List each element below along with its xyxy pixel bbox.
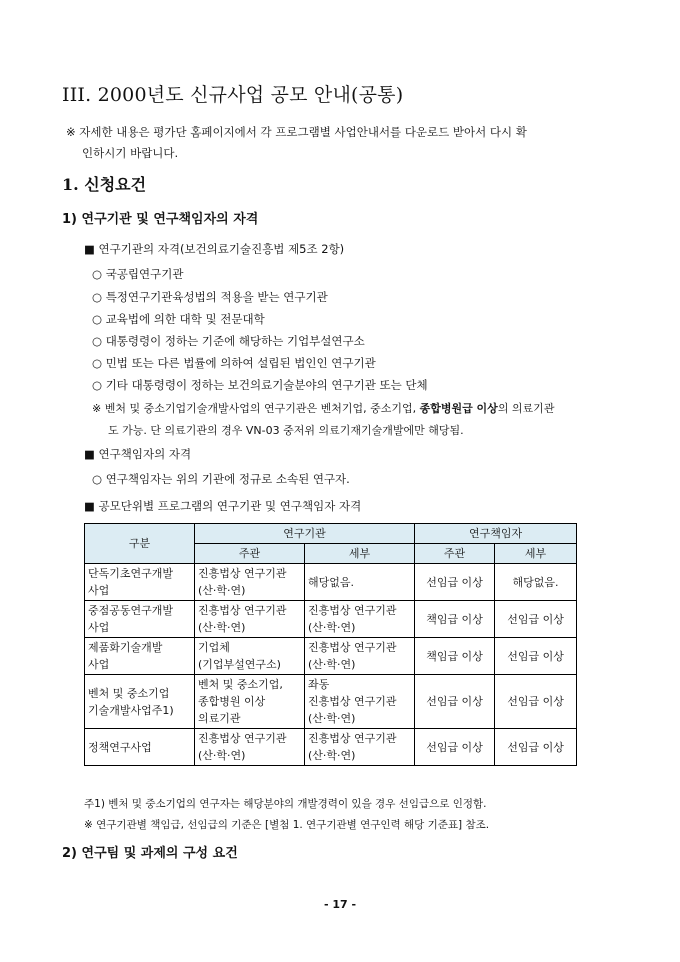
note-mark: ※ xyxy=(66,125,76,139)
cell-org-main: 진흥법상 연구기관 (산·학·연) xyxy=(195,564,305,601)
venture-note-line2: 도 가능. 단 의료기관의 경우 VN-03 중저위 의료기재기술개발에만 해당됨. xyxy=(108,424,464,437)
header-pi-main: 주관 xyxy=(415,544,495,564)
square-bullet-icon: ■ xyxy=(84,447,95,461)
header-principal-investigator: 연구책임자 xyxy=(415,524,577,544)
venture-note-line1: ※ 벤처 및 중소기업기술개발사업의 연구기관은 벤처기업, 중소기업, 종합병원급 이상의 의료기관 xyxy=(92,402,555,415)
cell-pi-main: 선임급 이상 xyxy=(415,564,495,601)
block3-title: ■ 공모단위별 프로그램의 연구기관 및 연구책임자 자격 xyxy=(84,499,362,513)
table-row xyxy=(85,638,577,675)
list-item: ○ 민법 또는 다른 법률에 의하여 설립된 법인인 연구기관 xyxy=(92,356,376,370)
circle-bullet-icon: ○ xyxy=(92,290,103,304)
circle-bullet-icon: ○ xyxy=(92,472,103,486)
intro-note-line1 xyxy=(66,124,527,140)
table-row xyxy=(85,601,577,638)
list-item: ○ 연구책임자는 위의 기관에 정규로 소속된 연구자. xyxy=(92,472,350,486)
header-org-detail: 세부 xyxy=(305,544,415,564)
heading-team-composition: 2) 연구팀 및 과제의 구성 요건 xyxy=(62,846,238,861)
list-item: ○ 교육법에 의한 대학 및 전문대학 xyxy=(92,312,265,326)
header-pi-detail: 세부 xyxy=(495,544,577,564)
cell-category: 단독기초연구개발 사업 xyxy=(85,564,195,601)
list-item: ○ 특정연구기관육성법의 적용을 받는 연구기관 xyxy=(92,290,328,304)
cell-org-detail: 진흥법상 연구기관 (산·학·연) xyxy=(305,638,415,675)
cell-pi-detail: 해당없음. xyxy=(495,564,577,601)
cell-pi-detail: 선임급 이상 xyxy=(495,638,577,675)
circle-bullet-icon: ○ xyxy=(92,267,103,281)
list-item: ○ 기타 대통령령이 정하는 보건의료기술분야의 연구기관 또는 단체 xyxy=(92,378,428,392)
intro-note-text1: 자세한 내용은 평가단 홈페이지에서 각 프로그램별 사업안내서를 다운로드 받아서 다시 확 xyxy=(79,125,527,139)
header-org-main: 주관 xyxy=(195,544,305,564)
cell-category: 제품화기술개발 사업 xyxy=(85,638,195,675)
cell-pi-main: 선임급 이상 xyxy=(415,729,495,766)
list-item: ○ 국공립연구기관 xyxy=(92,267,184,281)
block1-title: ■ 연구기관의 자격(보건의료기술진흥법 제5조 2항) xyxy=(84,242,345,256)
footnote-1: 주1) 벤처 및 중소기업의 연구자는 해당분야의 개발경력이 있을 경우 선임급으로 인정함. xyxy=(84,798,487,810)
cell-org-main: 진흥법상 연구기관 (산·학·연) xyxy=(195,601,305,638)
square-bullet-icon: ■ xyxy=(84,499,95,513)
circle-bullet-icon: ○ xyxy=(92,334,103,348)
square-bullet-icon: ■ xyxy=(84,242,95,256)
intro-note-line2: 인하시기 바랍니다. xyxy=(82,146,179,160)
cell-pi-detail: 선임급 이상 xyxy=(495,601,577,638)
list-item: ○ 대통령령이 정하는 기준에 해당하는 기업부설연구소 xyxy=(92,334,365,348)
header-research-org: 연구기관 xyxy=(195,524,415,544)
circle-bullet-icon: ○ xyxy=(92,312,103,326)
heading-qualifications: 1) 연구기관 및 연구책임자의 자격 xyxy=(62,212,259,227)
cell-org-main: 기업체 (기업부설연구소) xyxy=(195,638,305,675)
cell-pi-detail: 선임급 이상 xyxy=(495,729,577,766)
cell-org-main: 진흥법상 연구기관 (산·학·연) xyxy=(195,729,305,766)
note-mark: ※ xyxy=(92,402,102,415)
header-category: 구분 xyxy=(85,524,195,564)
page-number: - 17 - xyxy=(323,898,357,911)
cell-pi-detail: 선임급 이상 xyxy=(495,675,577,729)
qualification-table xyxy=(84,523,577,766)
cell-org-detail: 진흥법상 연구기관 (산·학·연) xyxy=(305,729,415,766)
heading-requirements: 1. 신청요건 xyxy=(62,175,147,194)
emphasis-text: 종합병원급 이상 xyxy=(419,402,498,415)
table-row xyxy=(85,729,577,766)
table-row xyxy=(85,675,577,729)
cell-category: 벤처 및 중소기업 기술개발사업주1) xyxy=(85,675,195,729)
circle-bullet-icon: ○ xyxy=(92,378,103,392)
cell-category: 정책연구사업 xyxy=(85,729,195,766)
table-row xyxy=(85,564,577,601)
cell-pi-main: 책임급 이상 xyxy=(415,601,495,638)
cell-pi-main: 선임급 이상 xyxy=(415,675,495,729)
cell-org-detail: 진흥법상 연구기관 (산·학·연) xyxy=(305,601,415,638)
cell-pi-main: 책임급 이상 xyxy=(415,638,495,675)
cell-org-main: 벤처 및 중소기업, 종합병원 이상 의료기관 xyxy=(195,675,305,729)
cell-org-detail: 좌동 진흥법상 연구기관 (산·학·연) xyxy=(305,675,415,729)
footnote-2: ※ 연구기관별 책임급, 선임급의 기준은 [별첨 1. 연구기관별 연구인력 해당 기준표] 참조. xyxy=(84,819,490,831)
section-title: III. 2000년도 신규사업 공모 안내(공통) xyxy=(62,84,404,106)
block2-title: ■ 연구책임자의 자격 xyxy=(84,447,192,461)
cell-org-detail: 해당없음. xyxy=(305,564,415,601)
circle-bullet-icon: ○ xyxy=(92,356,103,370)
cell-category: 중점공동연구개발 사업 xyxy=(85,601,195,638)
